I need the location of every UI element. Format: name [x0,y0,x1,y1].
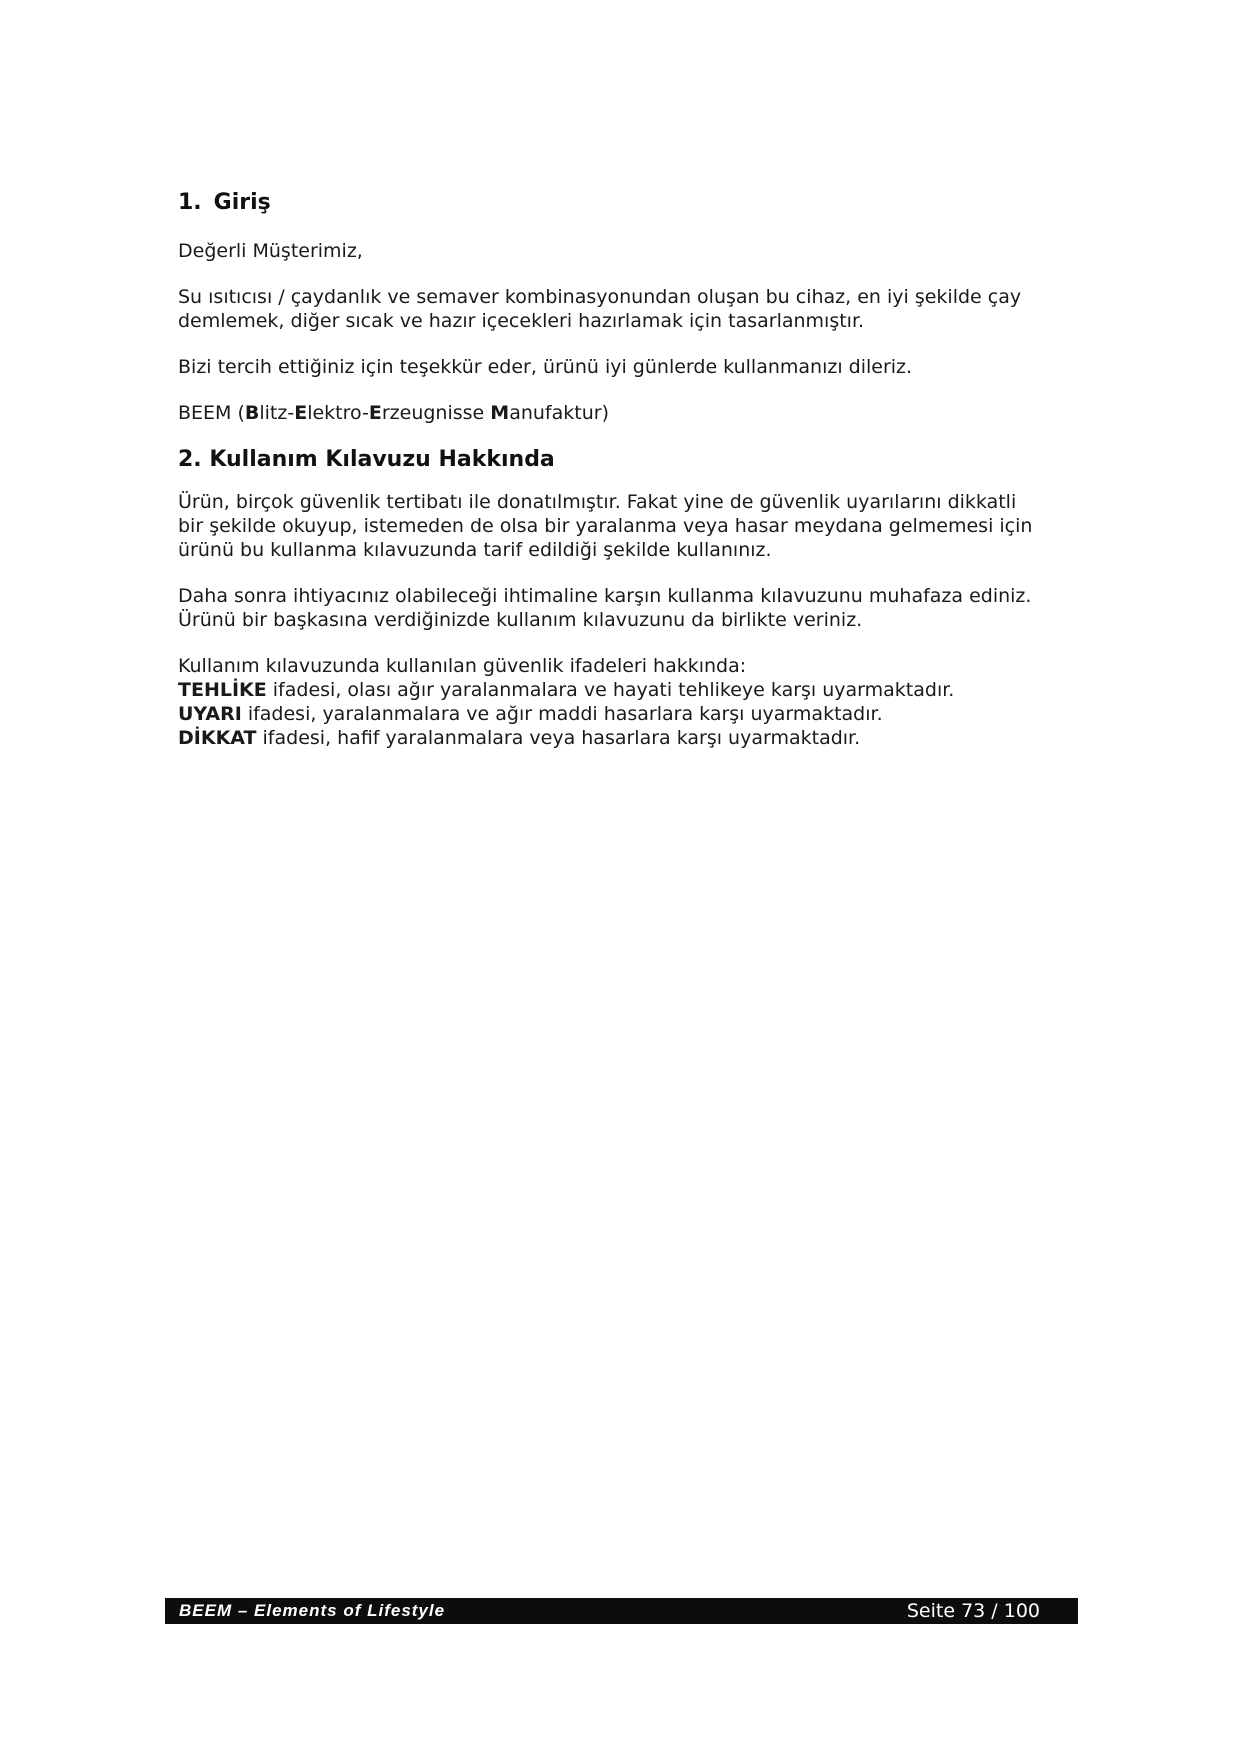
safety-paragraph-1 [178,490,1078,562]
safety-item-danger [178,678,1078,702]
para1-line-3: ürünü bu kullanma kılavuzunda tarif edildiği şekilde kullanınız. [178,539,772,561]
thanks-paragraph: Bizi tercih ettiğiniz için teşekkür eder, ürünü iyi günlerde kullanmanızı dileriz. [178,356,913,378]
page-footer [165,1598,1078,1624]
section-2-heading: 2. Kullanım Kılavuzu Hakkında [178,447,555,472]
safety-text-caution: ifadesi, hafif yaralanmalara veya hasarlara karşı uyarmaktadır. [256,727,861,749]
beem-initial-e2: E [368,402,382,424]
para1-line-2: bir şekilde okuyup, istemeden de olsa bir yaralanma veya hasar meydana gelmemesi için [178,515,1033,537]
safety-item-warning [178,702,1078,726]
intro-line-2: demlemek, diğer sıcak ve hazır içecekleri hazırlamak için tasarlanmıştır. [178,310,865,332]
safety-item-caution [178,726,1078,750]
beem-word-1: litz- [259,402,295,424]
safety-term-danger: TEHLİKE [178,679,267,701]
safety-intro: Kullanım kılavuzunda kullanılan güvenlik ifadeleri hakkında: [178,655,747,677]
beem-word-2: lektro- [307,402,369,424]
para1-line-1: Ürün, birçok güvenlik tertibatı ile donatılmıştır. Fakat yine de güvenlik uyarılarını dikkatli [178,491,1017,513]
beem-initial-b: B [244,402,260,424]
footer-brand: BEEM – Elements of Lifestyle [179,1601,446,1620]
beem-word-4: anufaktur) [509,402,609,424]
para2-line-1: Daha sonra ihtiyacınız olabileceği ihtimaline karşın kullanma kılavuzunu muhafaza ediniz. [178,585,1032,607]
section-1-title: Giriş [213,190,271,215]
safety-terms [178,654,1078,750]
beem-expansion [178,401,1078,425]
safety-text-warning: ifadesi, yaralanmalara ve ağır maddi hasarlara karşı uyarmaktadır. [241,703,883,725]
greeting-text: Değerli Müşterimiz, [178,240,363,262]
section-1-heading [178,190,1078,215]
section-1-number: 1. [178,190,202,215]
beem-word-3: rzeugnisse [381,402,491,424]
footer-page-number: Seite 73 / 100 [906,1600,1040,1622]
beem-initial-e1: E [294,402,308,424]
beem-prefix: BEEM ( [178,402,245,424]
intro-line-1: Su ısıtıcısı / çaydanlık ve semaver kombinasyonundan oluşan bu cihaz, en iyi şekilde çay [178,286,1022,308]
safety-text-danger: ifadesi, olası ağır yaralanmalara ve hayati tehlikeye karşı uyarmaktadır. [266,679,955,701]
safety-term-caution: DİKKAT [178,727,257,749]
safety-paragraph-2 [178,584,1078,632]
beem-initial-m: M [490,402,510,424]
document-page [178,190,1078,750]
para2-line-2: Ürünü bir başkasına verdiğinizde kullanım kılavuzunu da birlikte veriniz. [178,609,863,631]
intro-paragraph [178,285,1078,333]
safety-term-warning: UYARI [178,703,242,725]
